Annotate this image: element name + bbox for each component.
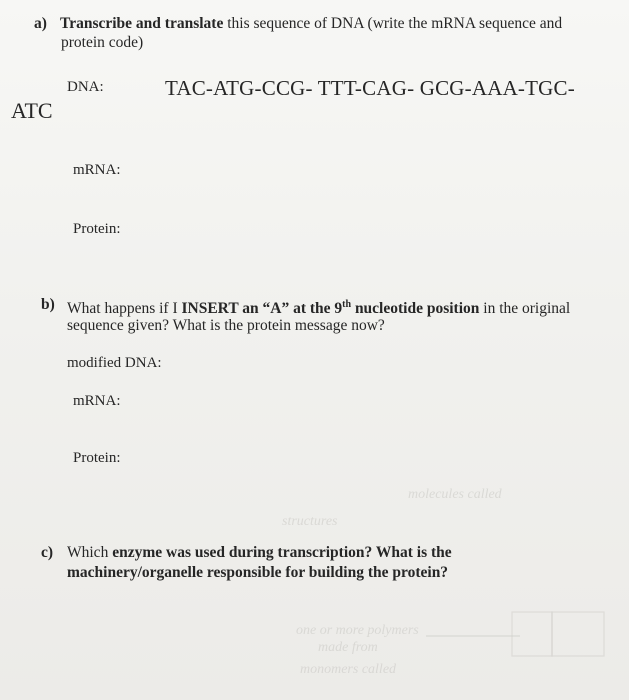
part-a-question-line2: protein code) [61,34,144,51]
part-a-protein-label: Protein: [73,221,121,237]
part-b-question-line2: sequence given? What is the protein message now? [67,317,385,334]
show-through-text: structures [282,514,338,529]
part-c-line1-pre: Which [67,544,113,561]
part-a-line1-rest: this sequence of DNA (write the mRNA sequence and [223,15,563,32]
part-a-label: a) [34,15,47,32]
part-b-emphasis: INSERT an “A” at the 9 [181,300,343,318]
part-a-mrna-label: mRNA: [73,162,121,178]
part-c-line2-pre: machinery/ [67,564,142,581]
part-b-line1-rest: in the original [479,300,571,318]
part-b-question-line1 [67,295,570,318]
part-b-mrna-label: mRNA: [73,393,121,409]
part-c-line1-rest: was used during transcription? What is the [162,544,452,561]
dna-sequence-wrap: ATC [11,98,53,123]
part-c-emphasis-2: organelle responsible for building the protein? [141,564,449,581]
part-b-ordinal: th [342,299,352,310]
part-c-emphasis: enzyme [112,544,163,561]
dna-sequence: TAC-ATG-CCG- TTT-CAG- GCG-AAA-TGC- [165,76,575,100]
part-c-question-line2 [67,563,448,582]
part-b-protein-label: Protein: [73,450,121,466]
part-a-emphasis: Transcribe and translate [60,15,224,32]
part-c-label: c) [41,544,54,561]
part-b-line1-pre: What happens if I [67,300,182,318]
show-through-text: monomers called [300,662,397,677]
show-through-text: made from [318,640,378,655]
dna-label: DNA: [67,79,104,95]
modified-dna-label: modified DNA: [67,355,162,371]
part-b-label: b) [41,296,55,313]
show-through-text: one or more polymers [296,623,419,638]
part-b-emphasis-2: nucleotide position [351,300,480,318]
part-c-question-line1 [67,543,452,562]
part-a-question-line1 [60,14,562,33]
show-through-text: molecules called [408,487,502,502]
